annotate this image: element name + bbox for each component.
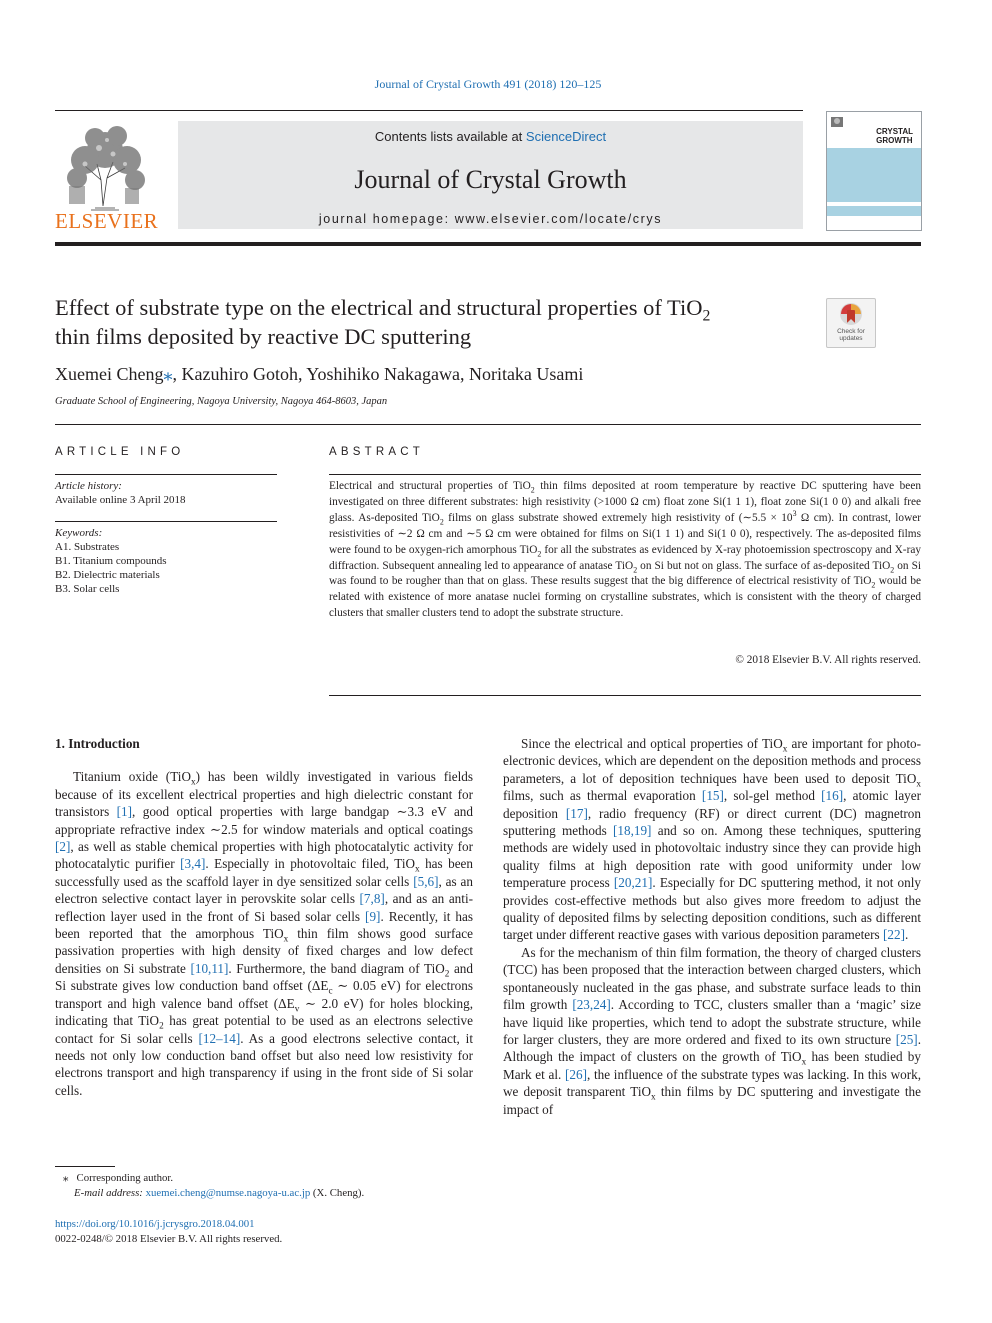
contents-line [178, 129, 803, 144]
header-thick-rule [55, 242, 921, 246]
email-link[interactable]: xuemei.cheng@numse.nagoya-u.ac.jp [145, 1187, 311, 1199]
paragraph: As for the mechanism of thin film formation, the theory of charged clusters (TCC) has been proposed that the interaction between charged clusters, which spontaneously nucleated in the gas phase, and substrate surface leads to thin film growth [23,24]. According to TCC, clusters smaller than a ‘magic’ size have liquid like properties, which tend to adopt the substrate structure, while for larger clusters, they are more ordered and fixed to its own structure [25]. Although the impact of clusters on the growth of TiO$_x$ has been studied by Mark et al. [26], the influence of the substrate types was lacking. In this work, we deposit transparent TiO$_x$ thin films by DC sputtering and investigate the impact of [503, 944, 921, 1117]
contents-prefix: Contents lists available at [374, 129, 526, 144]
abstract-heading: ABSTRACT [329, 446, 424, 458]
citation-link[interactable]: [5,6] [413, 873, 439, 889]
email-label: E-mail address: [74, 1187, 146, 1199]
title-line-2: thin films deposited by reactive DC sputtering [55, 324, 472, 349]
body-column-right [503, 735, 921, 1118]
elsevier-wordmark: ELSEVIER [55, 209, 159, 233]
check-for-updates-badge[interactable] [826, 298, 876, 348]
journal-cover-thumbnail[interactable] [826, 111, 922, 231]
citation-link[interactable]: [16] [821, 788, 844, 804]
divider [55, 474, 277, 475]
article-title [55, 293, 815, 351]
divider [55, 424, 921, 425]
citation-link[interactable]: [1] [116, 804, 133, 820]
footnote-rule [55, 1166, 115, 1167]
abstract-copyright: © 2018 Elsevier B.V. All rights reserved. [735, 654, 921, 666]
check-updates-label [827, 328, 875, 342]
journal-reference[interactable]: Journal of Crystal Growth 491 (2018) 120–125 [374, 77, 602, 91]
citation-link[interactable]: [3,4] [180, 856, 206, 872]
title-line-1: Effect of substrate type on the electrical and structural properties of TiO [55, 295, 703, 320]
keyword-item: A1. Substrates [55, 541, 120, 553]
article-history [55, 479, 277, 507]
journal-header [55, 110, 921, 248]
keywords [55, 526, 277, 596]
journal-title: Journal of Crystal Growth [354, 165, 627, 194]
co-authors[interactable]: , Kazuhiro Gotoh, Yoshihiko Nakagawa, Noritaka Usami [172, 364, 584, 384]
keyword-item: B2. Dielectric materials [55, 569, 160, 581]
citation-link[interactable]: [23,24] [572, 997, 611, 1013]
header-banner [178, 121, 803, 229]
citation-link[interactable]: [17] [565, 805, 588, 821]
citation-link[interactable]: [10,11] [190, 960, 229, 976]
abstract-text: Electrical and structural properties of TiO$_2$ thin films deposited at room temperature by reactive DC sputtering have been investigated on three different substrates: high resistivity (>1000 Ω cm) float zone Si(1 1 1), float zone Si(1 0 0) and alkali free glass. As-deposited TiO$_2$ films on glass substrate showed extremely high resistivity of (∼5.5 × $10^3$ Ω cm). In contrast, lower resistivities of ∼2 Ω cm and ∼5 Ω cm were obtained for films on Si(1 1 1) and Si(1 0 0), respectively. The as-deposited films were found to be oxygen-rich amorphous TiO$_2$ for all the substrates as evidenced by X-ray photoemission spectroscopy and X-ray diffraction. Subsequent annealing led to appearance of anatase TiO$_2$ on Si but not on glass. The surface of as-deposited TiO$_2$ on Si was found to be rougher than that on glass. These results suggest that the big difference of electrical resistivity of TiO$_2$ would be related with existence of more anatase nuclei forming on crystalline substrates, which is consistent with the theory of charged clusters that smaller clusters tend to adopt the substrate structure. [329, 480, 922, 620]
article-info-heading: ARTICLE INFO [55, 446, 185, 458]
header-top-rule [55, 110, 803, 111]
divider [55, 521, 277, 522]
corresponding-note [55, 1171, 475, 1186]
footnote-mark: ⁎ [63, 1172, 69, 1184]
email-line [55, 1186, 475, 1201]
sciencedirect-link[interactable]: ScienceDirect [525, 129, 607, 144]
cover-logo-icon [831, 117, 843, 127]
author-list [55, 364, 855, 385]
body-column-left [55, 735, 473, 1099]
paragraph: Since the electrical and optical properties of TiO$_x$ are important for photo-electronic devices, which are dependent on the deposition methods and process parameters, a lot of deposition techniques have been used to deposit TiO$_x$ films, such as thermal evaporation [15], sol-gel method [16], atomic layer deposition [17], radio frequency (RF) or direct current (DC) magnetron sputtering methods [18,19] and so on. Among these techniques, sputtering methods are widely used in photovoltaic industry since they can provide high quality films at high deposition rate with good uniformity under low temperature process [20,21]. Especially for DC sputtering method, it not only provides cost-effective methods but also gives more freedom to adjust the quality of deposited films by selecting deposition conditions, such as different target under different reactive gases with various deposition parameters [22]. [503, 736, 922, 943]
corresponding-author-mark[interactable]: ⁎ [163, 364, 173, 384]
badge-line-2: updates [839, 335, 863, 342]
cover-top [827, 112, 921, 148]
citation-link[interactable]: [26] [565, 1066, 587, 1082]
corresponding-label: Corresponding author. [76, 1172, 174, 1184]
keywords-label: Keywords: [55, 527, 103, 539]
email-suffix: (X. Cheng). [310, 1187, 365, 1199]
citation-link[interactable]: [9] [365, 908, 381, 924]
cover-image-band [827, 148, 921, 202]
citation-link[interactable]: [7,8] [359, 891, 385, 907]
divider [329, 474, 921, 475]
citation-link[interactable]: [2] [55, 839, 71, 855]
badge-line-1: Check for [837, 328, 865, 335]
doi-block [55, 1217, 475, 1247]
keyword-item: B1. Titanium compounds [55, 555, 167, 567]
citation-link[interactable]: [25] [895, 1031, 918, 1047]
history-value: Available online 3 April 2018 [55, 494, 186, 506]
cover-title-line-1: CRYSTAL [876, 127, 913, 136]
author-name[interactable]: Xuemei Cheng [55, 364, 164, 384]
citation-link[interactable]: [20,21] [613, 875, 653, 891]
doi-link[interactable]: https://doi.org/10.1016/j.jcrysgro.2018.04.001 [55, 1218, 255, 1230]
cover-title [876, 127, 913, 145]
divider [329, 695, 921, 696]
affiliation: Graduate School of Engineering, Nagoya University, Nagoya 464-8603, Japan [55, 396, 388, 407]
check-updates-icon [839, 302, 863, 327]
cover-bottom-band [827, 206, 921, 216]
citation-link[interactable]: [22] [882, 927, 905, 943]
citation-link[interactable]: [15] [701, 788, 724, 804]
journal-homepage[interactable]: journal homepage: www.elsevier.com/locate/crys [318, 212, 663, 226]
section-heading: 1. Introduction [55, 736, 140, 751]
citation-link[interactable]: [18,19] [612, 823, 652, 839]
footnote [55, 1171, 475, 1201]
keyword-item: B3. Solar cells [55, 583, 120, 595]
cover-title-line-2: GROWTH [876, 136, 913, 145]
history-label: Article history: [55, 480, 122, 492]
citation-link[interactable]: [12–14] [198, 1030, 241, 1046]
issn-line: 0022-0248/© 2018 Elsevier B.V. All rights reserved. [55, 1233, 283, 1245]
paragraph: Titanium oxide (TiO$_x$) has been wildly investigated in various fields because of its excellent electrical properties and high dielectric constant for transistors [1], good optical properties with large bandgap ∼3.3 eV and appropriate refractive index ∼2.5 for window materials and optical coatings [2], as well as stable chemical properties with high photocatalytic activity for photocatalytic purifier [3,4]. Especially in photovoltaic filed, TiO$_x$ has been successfully used as the scaffold layer in dye sensitized solar cells [5,6], as an electron selective contact layer in perovskite solar cells [7,8], and as an anti-reflection layer used in the front of Si based solar cells [9]. Recently, it has been reported that the amorphous TiO$_x$ thin film shows good surface passivation properties with high density of fixed charges and low defect densities on Si substrate [10,11]. Furthermore, the band diagram of TiO$_2$ and Si substrate gives low conduction band offset ($\Delta E_c$ ∼ 0.05 eV) for electrons transport and high valence band offset ($\Delta E_v$ ∼ 2.0 eV) for holes blocking, indicating that TiO$_2$ has great potential to be used as an electrons selective contact for Si solar cells [12–14]. As a good electrons selective contact, it needs not only low conduction band offset but also need low resistivity for electrons transport and high transparency if using in the front side of Si solar cells. [55, 769, 474, 1098]
title-subscript: 2 [702, 307, 711, 325]
